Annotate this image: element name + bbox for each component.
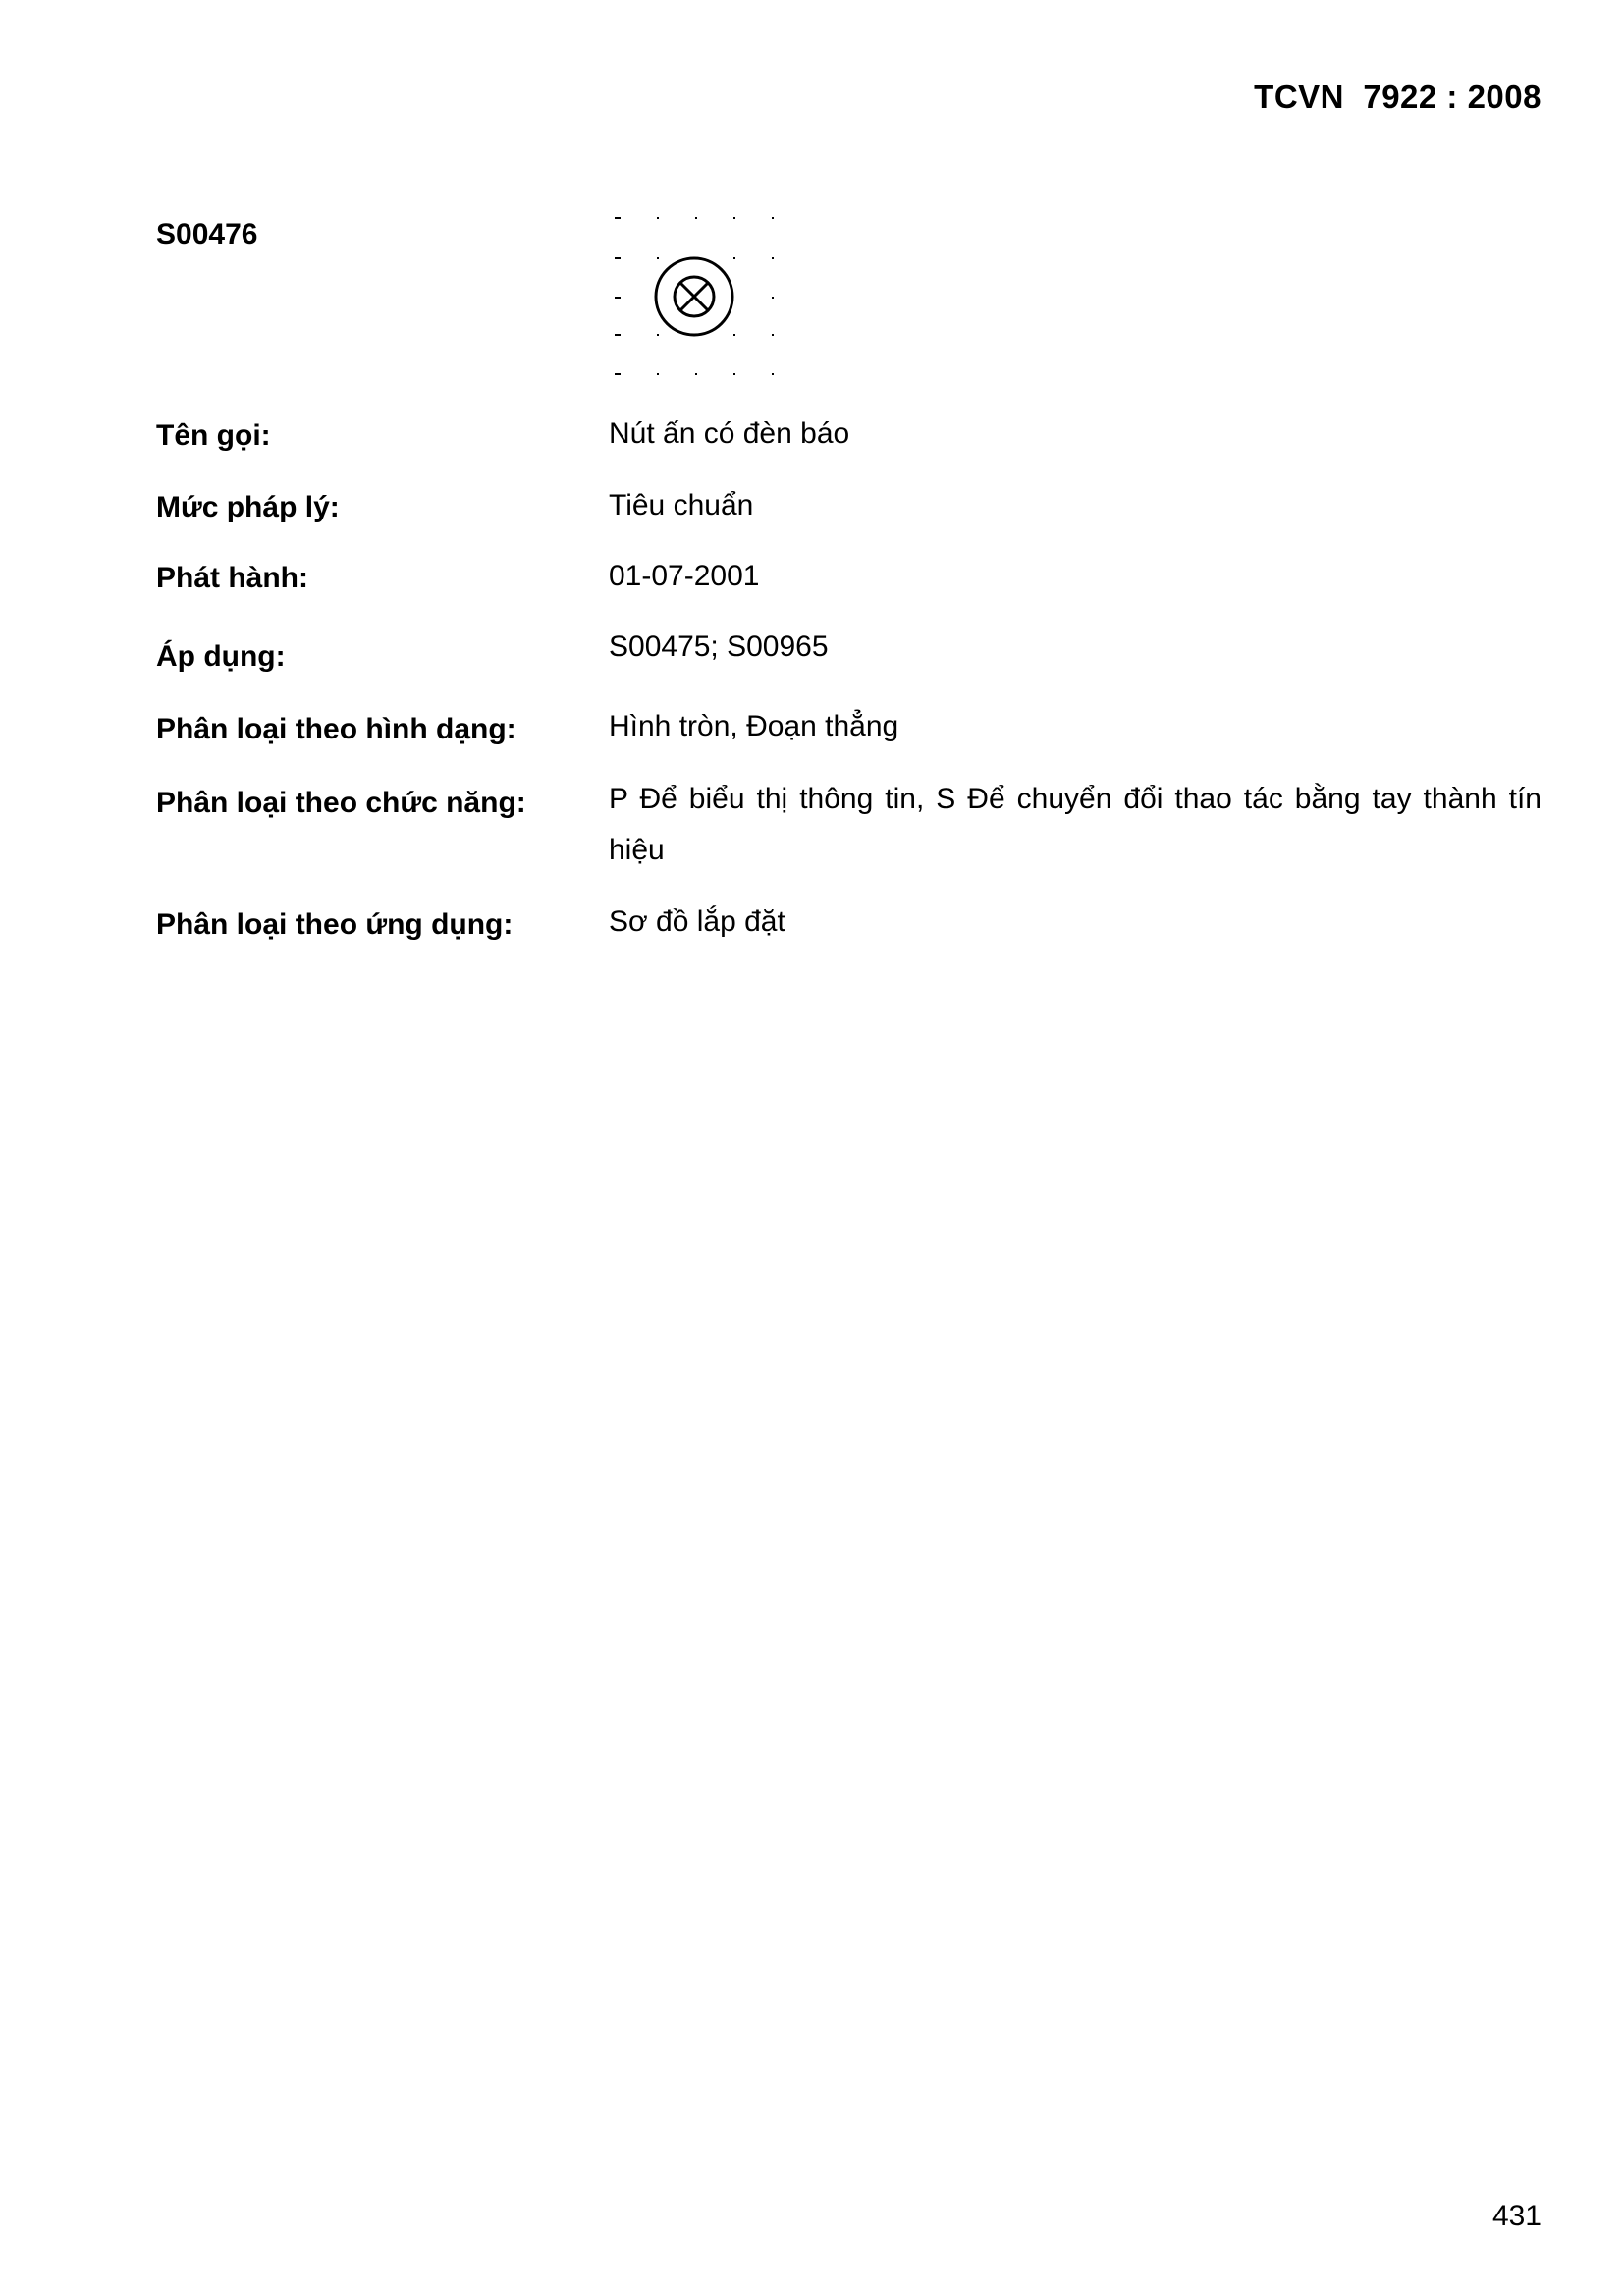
legal-level-value: Tiêu chuẩn [609, 489, 754, 521]
application-class-label: Phân loại theo ứng dụng: [156, 908, 514, 941]
page-header-standard: TCVN 7922 : 2008 [1254, 79, 1542, 115]
symbol-code: S00476 [156, 218, 258, 250]
indicator-lamp-pushbutton-symbol-icon [604, 206, 785, 383]
name-value: Nút ấn có đèn báo [609, 417, 850, 450]
function-class-label: Phân loại theo chức năng: [156, 787, 526, 819]
function-class-value: P Để biểu thị thông tin, S Để chuyển đổi thao tác bằng tay thành tín hiệu [609, 783, 1542, 866]
name-label: Tên gọi: [156, 419, 271, 452]
page-number: 431 [1491, 2200, 1542, 2232]
legal-level-label: Mức pháp lý: [156, 491, 340, 523]
issued-label: Phát hành: [156, 562, 308, 594]
application-class-value: Sơ đồ lắp đặt [609, 905, 785, 938]
applies-label: Áp dụng: [156, 640, 286, 673]
applies-value: S00475; S00965 [609, 630, 829, 663]
issued-value: 01-07-2001 [609, 560, 760, 592]
shape-class-label: Phân loại theo hình dạng: [156, 713, 516, 745]
shape-class-value: Hình tròn, Đoạn thẳng [609, 710, 899, 742]
